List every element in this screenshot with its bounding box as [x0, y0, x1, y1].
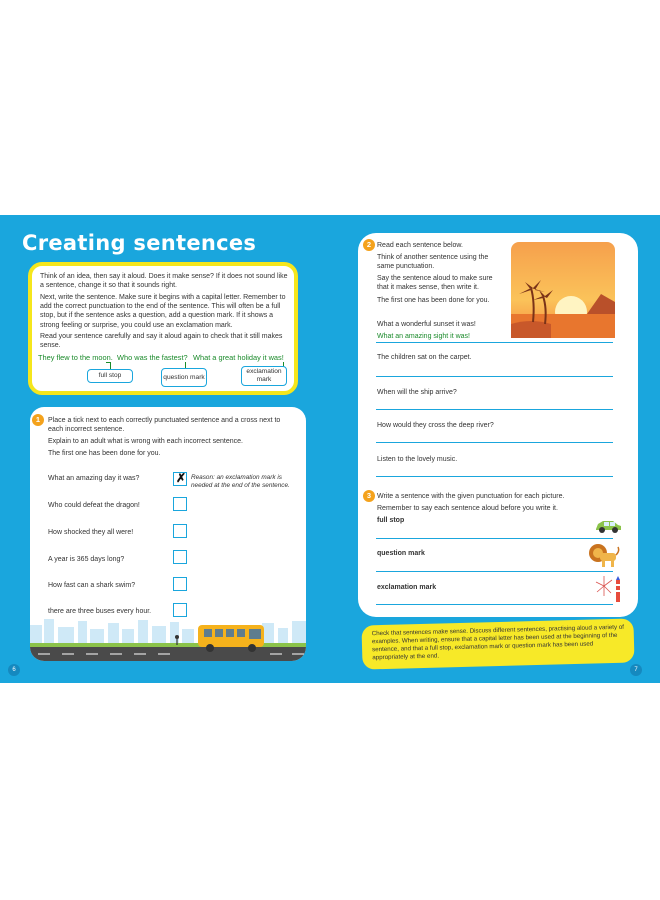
sentence-3: How shocked they all were!: [48, 529, 134, 536]
example-question: Who was the fastest?: [117, 353, 188, 362]
adult-tip-banner: [361, 618, 634, 669]
sentence-1: What an amazing day it was?: [48, 475, 140, 482]
activity-2-instruction-2: Think of another sentence using the same punctuation.: [377, 254, 489, 270]
sentence-e: Listen to the lovely music.: [377, 456, 458, 463]
answer-line-4[interactable]: [376, 442, 613, 443]
sentence-a: What a wonderful sunset it was!: [377, 321, 476, 328]
activity-2-instruction-4: The first one has been done for you.: [377, 297, 490, 304]
activity-2-instruction: Read each sentence below.: [377, 242, 464, 249]
sentence-c: When will the ship arrive?: [377, 389, 457, 396]
answer-box-4[interactable]: [173, 550, 187, 564]
answer-line-2[interactable]: [376, 376, 613, 377]
example-full-stop: They flew to the moon.: [38, 353, 113, 362]
sentence-d: How would they cross the deep river?: [377, 422, 494, 429]
page-title: Creating sentences: [22, 231, 257, 255]
sentence-5: How fast can a shark swim?: [48, 582, 136, 589]
answer-box-5[interactable]: [173, 577, 187, 591]
sentence-4: A year is 365 days long?: [48, 556, 125, 563]
lion-icon: [588, 543, 620, 569]
label-question-mark: question mark: [161, 368, 207, 387]
tip-text: Check that sentences make sense. Discuss different sentences, practising aloud a variety of examples. When writing, ensure that a capital letter has been used at the beginning of the sentence, and that a full stop, exclamation mark or question mark has been used appropriately at the end.: [371, 623, 625, 662]
intro-paragraph-3: Read your sentence carefully and say it aloud again to check that it still makes sense.: [40, 333, 283, 350]
fireworks-icon: [594, 574, 624, 604]
cross-mark: ✗: [176, 471, 187, 485]
item-question-mark: question mark: [377, 550, 425, 557]
answer-box-2[interactable]: [173, 497, 187, 511]
item-exclamation-mark: exclamation mark: [377, 584, 437, 591]
reason-text: Reason: an exclamation mark is needed at the end of the sentence.: [191, 474, 290, 490]
sunset-image: [511, 242, 615, 338]
answer-line-7[interactable]: [376, 571, 613, 572]
car-icon: [594, 518, 622, 534]
activity-2-instruction-3: Say the sentence aloud to make sure that it makes sense, then write it.: [377, 275, 493, 291]
intro-paragraph-2: Next, write the sentence. Make sure it begins with a capital letter. Remember to add the correct punctuation to the end of the sentence. This will often be a full stop, but if the sentence asks a question, add a question mark. If it shows a strong feeling or surprise, you could use an exclamation mark.: [40, 294, 286, 329]
answer-box-1[interactable]: [173, 472, 187, 486]
item-full-stop: full stop: [377, 517, 405, 524]
answer-box-6[interactable]: [173, 603, 187, 617]
label-full-stop: full stop: [87, 369, 133, 383]
activity-1-instruction: Place a tick next to each correctly punctuated sentence and a cross next to each incorrect sentence.: [48, 417, 281, 433]
activity-1-instruction-2: Explain to an adult what is wrong with each incorrect sentence.: [48, 438, 243, 445]
answer-line-3[interactable]: [376, 409, 613, 410]
page-number-right: 7: [630, 664, 642, 676]
activity-3-instruction-2: Remember to say each sentence aloud before you write it.: [377, 505, 558, 512]
activity-number-1: 1: [32, 414, 44, 426]
activity-3-instruction: Write a sentence with the given punctuation for each picture.: [377, 493, 565, 500]
example-answer: What an amazing sight it was!: [377, 333, 470, 340]
label-exclamation-mark: exclamation mark: [241, 366, 287, 386]
answer-line-8[interactable]: [376, 604, 613, 605]
activity-1-instruction-3: The first one has been done for you.: [48, 450, 161, 457]
answer-line-5[interactable]: [376, 476, 613, 477]
answer-line-1[interactable]: [376, 342, 613, 343]
sentence-b: The children sat on the carpet.: [377, 354, 472, 361]
activity-number-3: 3: [363, 490, 375, 502]
page-number-left: 6: [8, 664, 20, 676]
intro-paragraph-1: Think of an idea, then say it aloud. Does it make sense? If it does not sound like a sentence, change it so that it sounds right.: [40, 273, 288, 290]
example-exclamation: What a great holiday it was!: [193, 353, 284, 362]
sentence-6: there are three buses every hour.: [48, 608, 152, 615]
answer-box-3[interactable]: [173, 524, 187, 538]
answer-line-6[interactable]: [376, 538, 613, 539]
sentence-2: Who could defeat the dragon!: [48, 502, 140, 509]
activity-number-2: 2: [363, 239, 375, 251]
